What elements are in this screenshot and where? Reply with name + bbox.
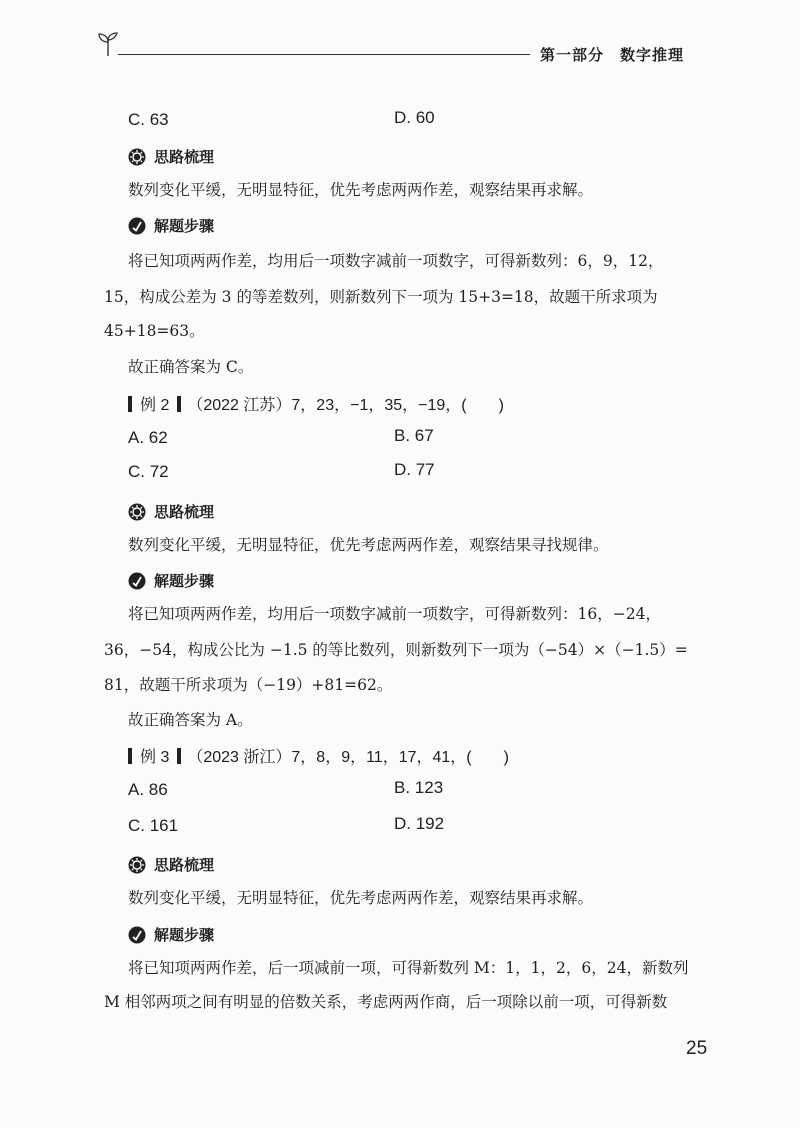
example-label: 例 3	[140, 749, 170, 766]
answer-text: 故正确答案为 C。	[128, 358, 254, 376]
option-c: C. 63	[128, 110, 169, 129]
idea-heading	[128, 501, 214, 522]
option-b: B. 67	[394, 426, 434, 445]
example-3-question	[128, 744, 509, 767]
example-2-question	[128, 392, 504, 415]
steps-line: M 相邻两项之间有明显的倍数关系，考虑两两作商，后一项除以前一项，可得新数	[104, 993, 668, 1011]
idea-heading-label: 思路梳理	[154, 856, 215, 874]
sprout-icon	[96, 30, 120, 58]
gear-bulb-icon	[128, 148, 146, 166]
idea-text: 数列变化平缓，无明显特征，优先考虑两两作差，观察结果再求解。	[128, 181, 594, 199]
header-title: 第一部分 数字推理	[540, 46, 685, 64]
answer-text: 故正确答案为 A。	[128, 711, 253, 729]
example-label: 例 2	[140, 397, 170, 414]
pen-check-icon	[128, 926, 146, 944]
idea-heading-label: 思路梳理	[154, 148, 215, 166]
option-c: C. 72	[128, 462, 169, 481]
question-text: （2022 江苏）7，23，−1，35，−19，( )	[187, 397, 504, 414]
idea-heading-label: 思路梳理	[154, 503, 215, 521]
option-a: A. 86	[128, 780, 168, 799]
steps-line: 36，−54，构成公比为 −1.5 的等比数列，则新数列下一项为（−54）×（−1.5）=	[104, 641, 688, 659]
steps-heading-label: 解题步骤	[154, 572, 215, 590]
steps-line: 将已知项两两作差，后一项减前一项，可得新数列 M：1，1，2，6，24，新数列	[128, 959, 689, 977]
question-text: （2023 浙江）7，8，9，11，17，41，( )	[187, 749, 509, 766]
steps-line: 将已知项两两作差，均用后一项数字减前一项数字，可得新数列：16，−24，	[128, 605, 661, 623]
page-number: 25	[686, 1038, 708, 1059]
steps-line: 将已知项两两作差，均用后一项数字减前一项数字，可得新数列：6，9，12，	[128, 252, 664, 270]
idea-heading	[128, 146, 214, 167]
steps-line: 81，故题干所求项为（−19）+81=62。	[104, 676, 393, 694]
steps-heading	[128, 215, 214, 236]
option-a: A. 62	[128, 428, 168, 447]
steps-heading	[128, 570, 214, 591]
option-c: C. 161	[128, 816, 179, 835]
option-d: D. 192	[394, 814, 445, 833]
gear-bulb-icon	[128, 503, 146, 521]
header-rule	[118, 54, 530, 55]
steps-heading-label: 解题步骤	[154, 217, 215, 235]
steps-heading	[128, 924, 214, 945]
idea-heading	[128, 854, 214, 875]
idea-text: 数列变化平缓，无明显特征，优先考虑两两作差，观察结果再求解。	[128, 889, 594, 907]
steps-heading-label: 解题步骤	[154, 926, 215, 944]
steps-line: 45+18=63。	[104, 322, 205, 340]
option-d: D. 77	[394, 460, 435, 479]
gear-bulb-icon	[128, 856, 146, 874]
idea-text: 数列变化平缓，无明显特征，优先考虑两两作差，观察结果寻找规律。	[128, 536, 609, 554]
option-d: D. 60	[394, 108, 435, 127]
option-b: B. 123	[394, 778, 444, 797]
pen-check-icon	[128, 217, 146, 235]
steps-line: 15，构成公差为 3 的等差数列，则新数列下一项为 15+3=18，故题干所求项为	[104, 288, 658, 306]
pen-check-icon	[128, 572, 146, 590]
